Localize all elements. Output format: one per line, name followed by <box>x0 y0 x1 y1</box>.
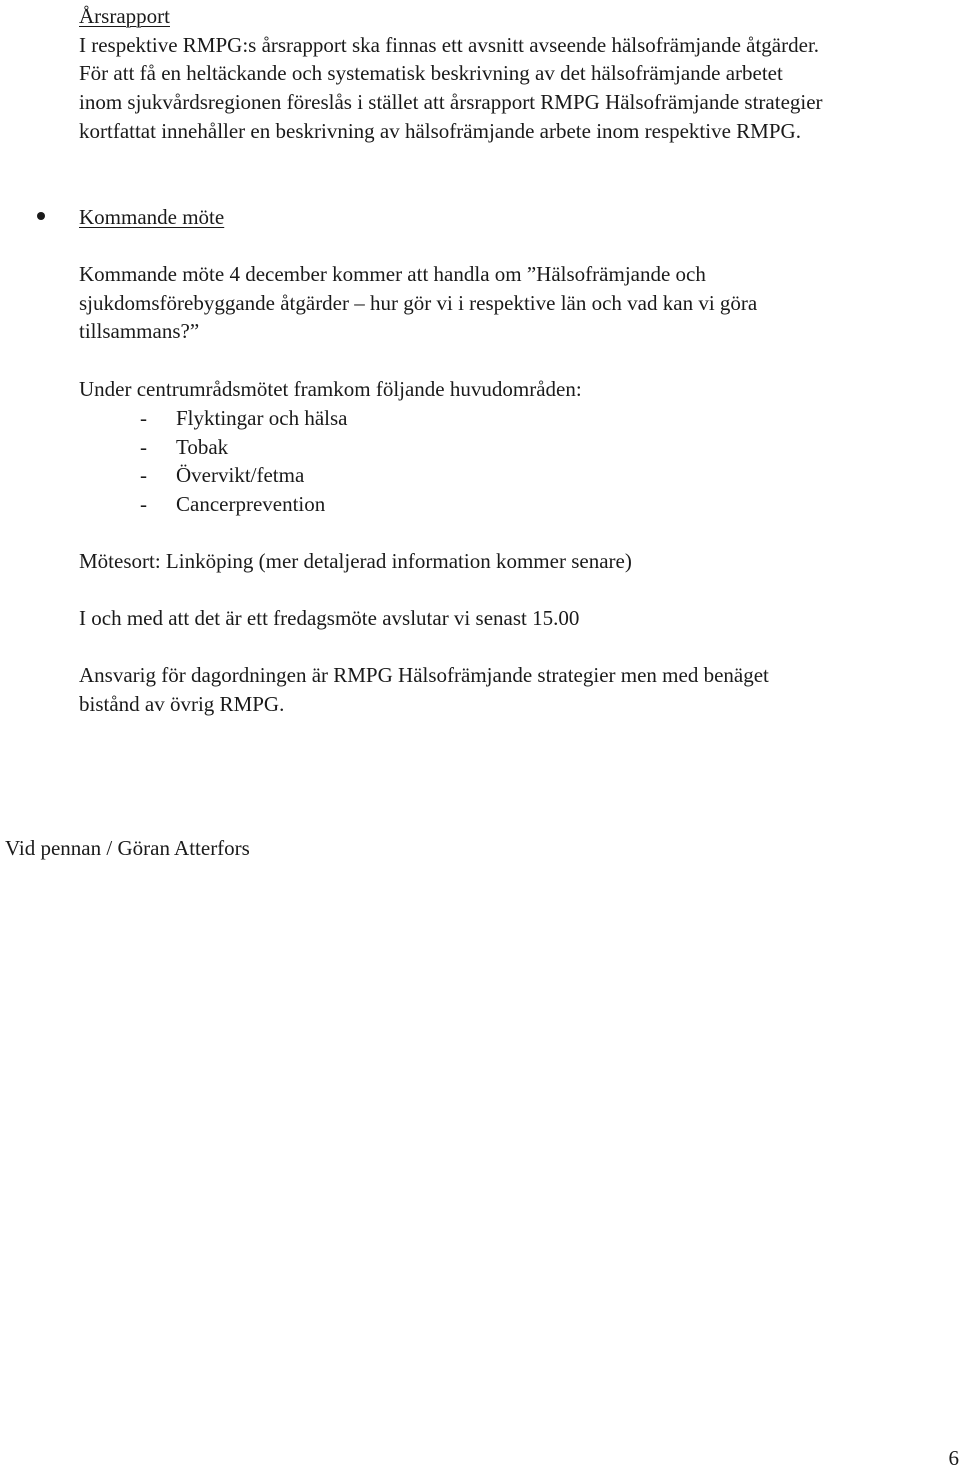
paragraph-line: Kommande möte 4 december kommer att handla om ”Hälsofrämjande och <box>79 262 706 286</box>
list-item <box>79 404 949 433</box>
list-item <box>79 433 949 462</box>
list-item-label: Flyktingar och hälsa <box>176 406 348 430</box>
dash-marker: - <box>140 463 147 488</box>
dash-marker: - <box>140 434 147 459</box>
list-item-label: Övervikt/fetma <box>176 463 305 488</box>
section-heading-row <box>79 203 949 232</box>
meeting-intro-paragraph <box>79 260 949 346</box>
meeting-end-time <box>79 604 949 633</box>
areas-paragraph <box>79 375 949 404</box>
page-number: 6 <box>948 1446 959 1470</box>
list-item <box>79 490 949 519</box>
areas-intro: Under centrumrådsmötet framkom följande huvudområden: <box>79 377 582 401</box>
list-item-label: Cancerprevention <box>176 492 326 517</box>
section-arsrapport <box>79 2 949 146</box>
end-time-text: I och med att det är ett fredagsmöte avslutar vi senast 15.00 <box>79 606 580 630</box>
meeting-location <box>79 547 949 576</box>
list-item-label: Tobak <box>176 434 229 459</box>
paragraph-line: inom sjukvårdsregionen föreslås i stället att årsrapport RMPG Hälsofrämjande strategier <box>79 90 823 115</box>
dash-marker: - <box>140 492 147 517</box>
dash-marker: - <box>140 406 147 430</box>
section-heading-kommande-mote: Kommande möte <box>79 205 225 229</box>
paragraph-line: kortfattat innehåller en beskrivning av hälsofrämjande arbete inom respektive RMPG. <box>79 118 801 143</box>
signature-line: Vid pennan / Göran Atterfors <box>5 836 250 860</box>
agenda-responsible <box>79 661 949 718</box>
areas-list <box>79 404 949 519</box>
paragraph-line: För att få en heltäckande och systematisk beskrivning av det hälsofrämjande arbetet <box>79 61 783 86</box>
paragraph-line: bistånd av övrig RMPG. <box>79 691 285 716</box>
paragraph-line: Ansvarig för dagordningen är RMPG Hälsofrämjande strategier men med benäget <box>79 663 769 687</box>
bullet-icon <box>37 212 45 220</box>
paragraph-line: I respektive RMPG:s årsrapport ska finnas ett avsnitt avseende hälsofrämjande åtgärder. <box>79 32 820 57</box>
paragraph-line: tillsammans?” <box>79 319 200 344</box>
section-heading-arsrapport: Årsrapport <box>79 4 170 28</box>
paragraph-line: sjukdomsförebyggande åtgärder – hur gör vi i respektive län och vad kan vi göra <box>79 290 758 315</box>
list-item <box>79 461 949 490</box>
location-text: Mötesort: Linköping (mer detaljerad information kommer senare) <box>79 549 632 573</box>
